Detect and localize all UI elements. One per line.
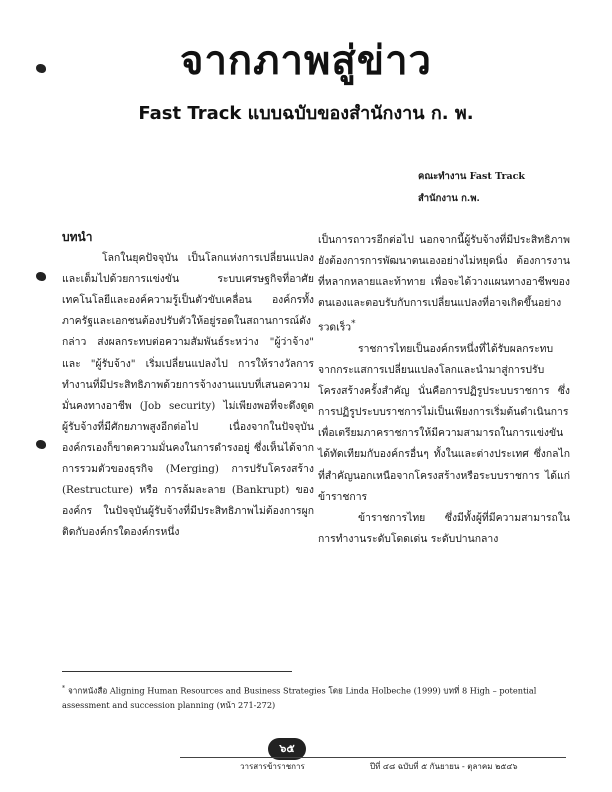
author-office: สำนักงาน ก.พ. <box>418 193 480 204</box>
issue-info: ปีที่ ๔๘ ฉบับที่ ๕ กันยายน - ตุลาคม ๒๕๔๖ <box>370 762 518 771</box>
paragraph-reform: ราชการไทยเป็นองค์กรหนึ่งที่ได้รับผลกระทบจากกระแสการเปลี่ยนแปลงโลกและนำมาสู่การปรับโครงสร้างครั้งสำคัญ นั่นคือการปฏิรูประบบราชการ ซึ่งการปฏิรูประบบราชการไม่เป็นเพียงการเริ่มต้นดำเนินการ เพื่อเตรียมภาคราชการให้มีความสามารถในการแข่งขันได้ทัดเทียมกับองค์กรอื่นๆ ทั้งในและต่างประเทศ ซึ่งกลไกที่สำคัญนอกเหนือจากโครงสร้างหรือระบบราชการ ได้แก่ ข้าราชการ <box>318 342 570 503</box>
paragraph-intro: โลกในยุคปัจจุบัน เป็นโลกแห่งการเปลี่ยนแปลงและเต็มไปด้วยการแข่งขัน ระบบเศรษฐกิจที่อาศัยเทคโนโลยีและองค์ความรู้เป็นตัวขับเคลื่อน องค์กรทั้งภาครัฐและเอกชนต้องปรับตัวให้อยู่รอดในสถานการณ์ดังกล่าว ส่งผลกระทบต่อความสัมพันธ์ระหว่าง "ผู้ว่าจ้าง" และ "ผู้รับจ้าง" เริ่มเปลี่ยนแปลงไป การให้รางวัลการทำงานที่มีประสิทธิภาพด้วยการจ้างงานแบบที่เสนอความมั่นคงทางอาชีพ (Job security) ไม่เพียงพอที่จะดึงดูดผู้รับจ้างที่มีศักยภาพสูงอีกต่อไป เนื่องจากในปัจจุบันองค์กรเองก็ขาดความมั่นคงในการดำรงอยู่ ซึ่งเห็นได้จากการรวมตัวของธุรกิจ (Merging) การปรับโครงสร้าง (Restructure) หรือ การล้มละลาย (Bankrupt) ขององค์กร ในปัจจุบันผู้รับจ้างที่มีประสิทธิภาพไม่ต้องการผูกติดกับองค์กรใดองค์กรหนึ่ง <box>62 252 314 539</box>
article-subtitle: Fast Track แบบฉบับของสำนักงาน ก. พ. <box>138 103 474 124</box>
footnote-divider <box>62 671 292 672</box>
footnote-ref: * <box>351 319 356 330</box>
left-column <box>62 227 314 543</box>
section-heading: บทนำ <box>62 230 93 244</box>
scan-blot-icon <box>36 272 46 281</box>
scan-blot-icon <box>36 64 46 73</box>
paragraph-officials: ข้าราชการไทย ซึ่งมีทั้งผู้ที่มีความสามารถในการทำงานระดับโดดเด่น ระดับปานกลาง <box>318 511 570 545</box>
journal-name: วารสารข้าราชการ <box>240 762 305 771</box>
paragraph-continued <box>318 230 570 339</box>
footnote-text: จากหนังสือ Aligning Human Resources and Business Strategies โดย Linda Holbeche (1999) บทที่ 8 High – potential assessment and succession planning (หน้า 271-272) <box>62 685 537 710</box>
footnote-marker: * <box>62 685 65 692</box>
paragraph-continued-text: เป็นการถาวรอีกต่อไป นอกจากนี้ผู้รับจ้างที่มีประสิทธิภาพยังต้องการการพัฒนาตนเองอย่างไม่หยุดนิ่ง ต้องการงานที่หลากหลายและท้าทาย เพื่อจะได้วางแผนทางอาชีพของตนเองและตอบรับกับการเปลี่ยนแปลงที่อาจเกิดขึ้นอย่างรวดเร็ว <box>318 234 570 334</box>
footer-divider <box>180 757 566 758</box>
article-title: จากภาพสู่ข่าว <box>180 38 432 84</box>
author-team: คณะทำงาน Fast Track <box>418 171 525 182</box>
page-number: ๖๕ <box>268 738 306 760</box>
footnote <box>62 682 562 712</box>
author-block <box>418 166 525 210</box>
scan-blot-icon <box>36 440 46 449</box>
right-column <box>318 230 570 550</box>
